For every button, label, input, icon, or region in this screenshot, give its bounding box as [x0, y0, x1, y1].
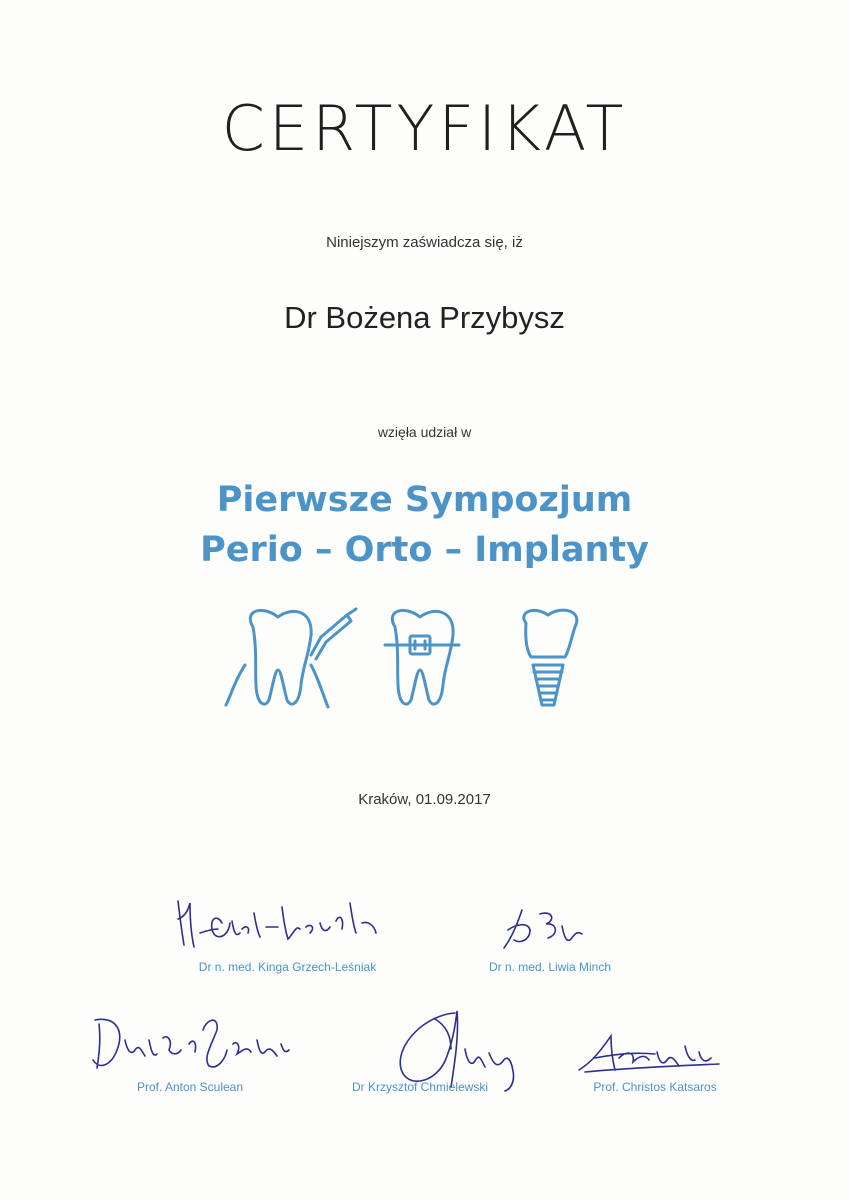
signature-mark-minch — [500, 900, 600, 955]
certificate-title: CERTYFIKAT — [221, 92, 628, 165]
recipient-name: Dr Bożena Przybysz — [284, 300, 565, 335]
place-date: Kraków, 01.09.2017 — [358, 791, 491, 808]
signature-mark-katsaros — [575, 1030, 725, 1080]
signatory-name-sculean: Prof. Anton Sculean — [136, 1080, 244, 1094]
signatory-name-minch: Dr n. med. Liwia Minch — [488, 960, 612, 974]
tooth-with-braces-icon — [385, 610, 459, 704]
tooth-with-probe-icon — [226, 609, 356, 707]
signatory-name-katsaros: Prof. Christos Katsaros — [593, 1080, 717, 1094]
dental-icons — [223, 605, 593, 720]
participation-text: wzięła udział w — [377, 424, 472, 440]
intro-text: Niniejszym zaświadcza się, iż — [326, 234, 523, 251]
event-title-line-1: Pierwsze Sympozjum — [216, 480, 633, 520]
signature-mark-sculean — [85, 1010, 300, 1080]
event-title-line-2: Perio – Orto – Implanty — [200, 530, 649, 570]
signature-mark-grzech-lesniak — [170, 893, 415, 953]
signatory-name-grzech-lesniak: Dr n. med. Kinga Grzech-Leśniak — [198, 960, 377, 974]
dental-implant-icon — [524, 610, 577, 705]
event-title — [0, 475, 849, 575]
signatory-name-chmielewski: Dr Krzysztof Chmielewski — [351, 1080, 489, 1094]
